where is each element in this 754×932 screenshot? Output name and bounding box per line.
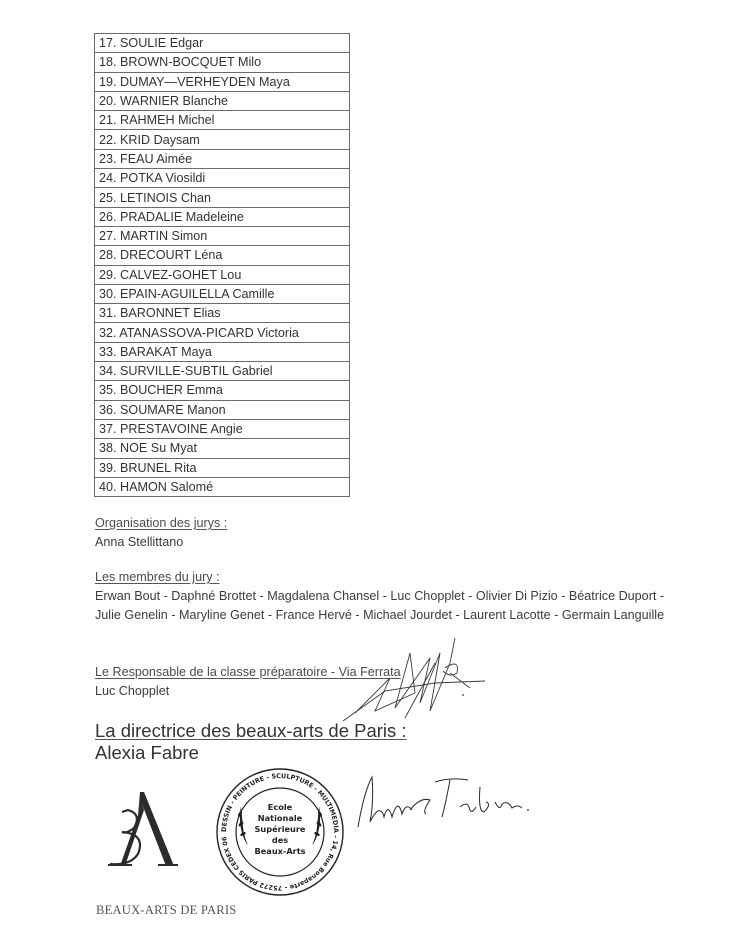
table-row xyxy=(95,226,350,245)
table-row xyxy=(95,342,350,361)
table-row xyxy=(95,477,350,496)
stamp-line-5: Beaux-Arts xyxy=(254,846,306,856)
table-row xyxy=(95,381,350,400)
stamp-line-2: Nationale xyxy=(257,813,303,823)
organisation-name: Anna Stellittano xyxy=(95,535,184,549)
stamp-line-4: des xyxy=(271,835,289,845)
candidate-name-cell: 22. KRID Daysam xyxy=(95,130,350,149)
table-row xyxy=(95,53,350,72)
responsable-signature xyxy=(335,633,495,723)
organisation-label: Organisation des jurys : xyxy=(95,516,228,530)
table-row xyxy=(95,72,350,91)
candidate-name-cell: 24. POTKA Viosildi xyxy=(95,169,350,188)
table-row xyxy=(95,439,350,458)
candidate-name-cell: 17. SOULIE Edgar xyxy=(95,34,350,53)
responsable-label: Le Responsable de la classe préparatoire - Via Ferrata xyxy=(95,665,401,679)
stamp-line-3: Supérieure xyxy=(254,824,306,834)
candidate-name-cell: 18. BROWN-BOCQUET Milo xyxy=(95,53,350,72)
organisation-section xyxy=(95,514,227,552)
table-row xyxy=(95,111,350,130)
director-section xyxy=(95,720,407,764)
jury-members: Erwan Bout - Daphné Brottet - Magdalena Chansel - Luc Chopplet - Olivier Di Pizio - Béatrice Duport - Julie Genelin - Maryline Genet - France Hervé - Michael Jourdet - Laurent Lacotte - Germain Languille xyxy=(95,589,665,622)
candidate-name-cell: 26. PRADALIE Madeleine xyxy=(95,207,350,226)
candidate-name-cell: 36. SOUMARE Manon xyxy=(95,400,350,419)
candidate-name-cell: 33. BARAKAT Maya xyxy=(95,342,350,361)
candidate-name-cell: 35. BOUCHER Emma xyxy=(95,381,350,400)
candidate-name-cell: 20. WARNIER Blanche xyxy=(95,91,350,110)
candidate-name-cell: 19. DUMAY—VERHEYDEN Maya xyxy=(95,72,350,91)
stamp-line-1: Ecole xyxy=(267,802,293,812)
director-label: La directrice des beaux-arts de Paris : xyxy=(95,720,407,741)
footer-institution-name: BEAUX-ARTS DE PARIS xyxy=(96,903,237,917)
table-row xyxy=(95,207,350,226)
candidate-name-cell: 37. PRESTAVOINE Angie xyxy=(95,419,350,438)
table-row xyxy=(95,304,350,323)
table-row xyxy=(95,188,350,207)
table-row xyxy=(95,362,350,381)
table-row xyxy=(95,169,350,188)
table-row xyxy=(95,91,350,110)
candidate-name-cell: 25. LETINOIS Chan xyxy=(95,188,350,207)
jury-section xyxy=(95,568,665,625)
table-row xyxy=(95,323,350,342)
candidate-name-cell: 39. BRUNEL Rita xyxy=(95,458,350,477)
candidate-name-cell: 40. HAMON Salomé xyxy=(95,477,350,496)
table-row xyxy=(95,284,350,303)
candidate-name-cell: 21. RAHMEH Michel xyxy=(95,111,350,130)
responsable-name: Luc Chopplet xyxy=(95,684,170,698)
candidate-name-cell: 27. MARTIN Simon xyxy=(95,226,350,245)
table-row xyxy=(95,149,350,168)
jury-label: Les membres du jury : xyxy=(95,570,220,584)
candidate-name-cell: 30. EPAIN-AGUILELLA Camille xyxy=(95,284,350,303)
table-row xyxy=(95,130,350,149)
table-row xyxy=(95,34,350,53)
candidate-name-cell: 29. CALVEZ-GOHET Lou xyxy=(95,265,350,284)
candidate-name-cell: 23. FEAU Aimée xyxy=(95,149,350,168)
table-row xyxy=(95,419,350,438)
candidate-name-cell: 34. SURVILLE-SUBTIL Gabriel xyxy=(95,362,350,381)
table-row xyxy=(95,458,350,477)
beaux-arts-logo xyxy=(98,790,180,872)
table-row xyxy=(95,246,350,265)
director-signature xyxy=(350,772,540,832)
candidate-list-table xyxy=(94,33,350,497)
table-row xyxy=(95,265,350,284)
candidate-name-cell: 32. ATANASSOVA-PICARD Victoria xyxy=(95,323,350,342)
director-name: Alexia Fabre xyxy=(95,742,199,763)
candidate-name-cell: 28. DRECOURT Léna xyxy=(95,246,350,265)
stamp-ring-text: DESSIN - PEINTURE - SCULPTURE - MULTIMEDIA - 14, Rue Bonaparte - 75272 PARIS CEDEX 06 xyxy=(219,771,341,893)
candidate-name-cell: 31. BARONNET Elias xyxy=(95,304,350,323)
table-row xyxy=(95,400,350,419)
school-stamp xyxy=(215,766,345,898)
candidate-name-cell: 38. NOE Su Myat xyxy=(95,439,350,458)
